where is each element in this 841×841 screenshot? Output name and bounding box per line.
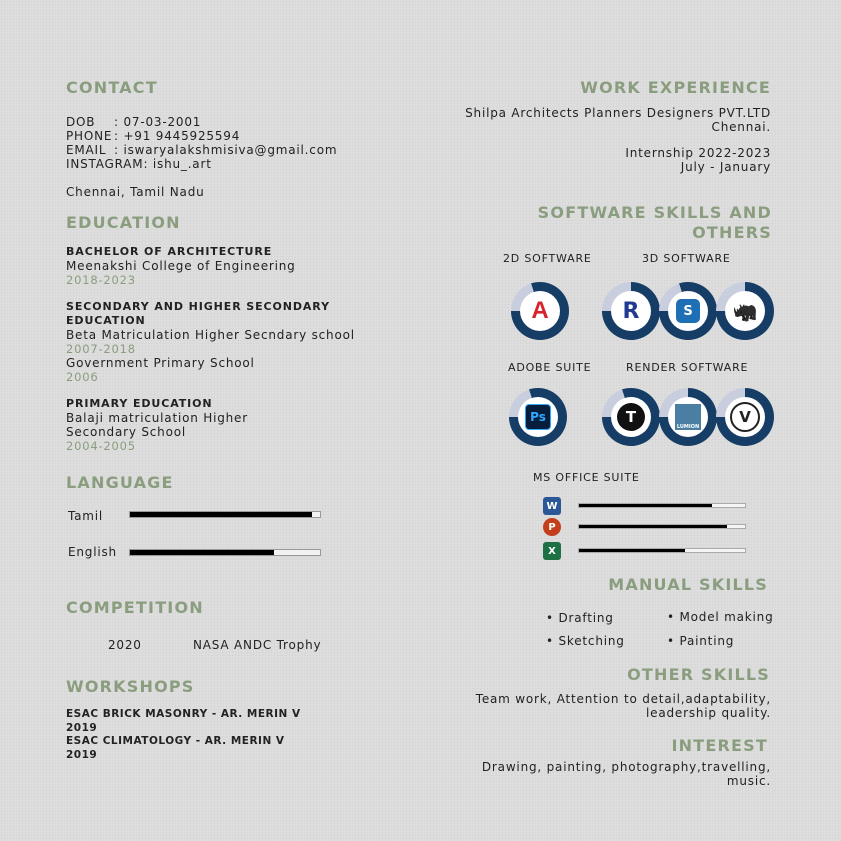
other-skills-heading: OTHER SKILLS bbox=[627, 665, 770, 684]
powerpoint-icon: P bbox=[543, 518, 561, 536]
bar-fill bbox=[579, 504, 712, 507]
workshop-title: ESAC CLIMATOLOGY - AR. MERIN V bbox=[66, 735, 285, 747]
contact-info bbox=[66, 115, 337, 199]
manual-skill: • Model making bbox=[667, 610, 774, 624]
vray-icon bbox=[725, 397, 765, 437]
software-heading bbox=[538, 203, 772, 243]
manual-heading: MANUAL SKILLS bbox=[608, 575, 768, 594]
manual-skill: • Painting bbox=[667, 634, 735, 648]
autocad-icon bbox=[520, 291, 560, 331]
dob-label: DOB bbox=[66, 115, 96, 129]
years: 2004-2005 bbox=[66, 439, 136, 453]
degree-title: SECONDARY AND HIGHER SECONDARY EDUCATION bbox=[66, 300, 330, 327]
email-value[interactable]: : iswaryalakshmisiva@gmail.com bbox=[114, 143, 338, 157]
school-name: Meenakshi College of Engineering bbox=[66, 259, 296, 273]
degree-title: BACHELOR OF ARCHITECTURE bbox=[66, 245, 273, 258]
lumion-icon bbox=[668, 397, 708, 437]
years: 2018-2023 bbox=[66, 273, 136, 287]
work-role: Internship 2022-2023 bbox=[625, 146, 771, 160]
twinmotion-icon bbox=[611, 397, 651, 437]
word-skill-bar bbox=[578, 503, 746, 508]
work-heading: WORK EXPERIENCE bbox=[580, 78, 771, 97]
revit-icon bbox=[611, 291, 651, 331]
education-entry bbox=[66, 300, 356, 384]
school-name: Balaji matriculation Higher Secondary School bbox=[66, 411, 248, 439]
education-heading: EDUCATION bbox=[66, 213, 181, 232]
other-skills-line2: leadership quality. bbox=[646, 706, 771, 720]
photoshop-glyph: Ps bbox=[525, 404, 551, 430]
twinmotion-glyph: T bbox=[617, 403, 645, 431]
interest-heading: INTEREST bbox=[671, 736, 768, 755]
autocad-glyph: A bbox=[531, 297, 549, 324]
years: 2006 bbox=[66, 370, 99, 384]
work-period: July - January bbox=[680, 160, 771, 174]
language-heading: LANGUAGE bbox=[66, 473, 174, 492]
photoshop-ring bbox=[509, 388, 567, 446]
autocad-ring bbox=[511, 282, 569, 340]
interest-text bbox=[482, 760, 771, 788]
manual-skill: • Sketching bbox=[546, 634, 625, 648]
excel-icon: X bbox=[543, 542, 561, 560]
competition-year: 2020 bbox=[108, 638, 142, 652]
interest-line1: Drawing, painting, photography,travelling, bbox=[481, 760, 771, 774]
workshop-year: 2019 bbox=[66, 748, 98, 761]
competition-heading: COMPETITION bbox=[66, 598, 204, 617]
tamil-level-bar bbox=[129, 511, 321, 518]
vray-glyph: V bbox=[730, 402, 760, 432]
education-entry bbox=[66, 245, 356, 287]
workshops-heading: WORKSHOPS bbox=[66, 677, 195, 696]
language-name: English bbox=[68, 545, 117, 559]
powerpoint-skill-bar bbox=[578, 524, 746, 529]
rhino-ring bbox=[716, 282, 774, 340]
revit-ring bbox=[602, 282, 660, 340]
category-2d: 2D SOFTWARE bbox=[503, 252, 592, 265]
rhino-icon bbox=[725, 291, 765, 331]
workshop-year: 2019 bbox=[66, 721, 98, 734]
english-level-bar bbox=[129, 549, 321, 556]
manual-skill: • Drafting bbox=[546, 611, 614, 625]
category-ms-office: MS OFFICE SUITE bbox=[533, 471, 640, 484]
lumion-glyph: LUMION bbox=[675, 404, 701, 430]
lumion-ring bbox=[659, 388, 717, 446]
school-name: Government Primary School bbox=[66, 356, 255, 370]
other-skills-line1: Team work, Attention to detail,adaptability, bbox=[475, 692, 771, 706]
sketchup-icon bbox=[668, 291, 708, 331]
phone-value: : +91 9445925594 bbox=[114, 129, 241, 143]
rhino-glyph: 🦏 bbox=[732, 299, 758, 323]
competition-name: NASA ANDC Trophy bbox=[193, 638, 322, 652]
sketchup-glyph: S bbox=[676, 299, 700, 323]
category-adobe: ADOBE SUITE bbox=[508, 361, 592, 374]
category-3d: 3D SOFTWARE bbox=[642, 252, 731, 265]
dob-value: : 07-03-2001 bbox=[114, 115, 202, 129]
bar-fill bbox=[130, 550, 274, 555]
language-name: Tamil bbox=[68, 509, 104, 523]
software-heading-line2: OTHERS bbox=[692, 223, 772, 242]
education-entry bbox=[66, 397, 356, 453]
software-heading-line1: SOFTWARE SKILLS AND bbox=[537, 203, 772, 222]
category-render: RENDER SOFTWARE bbox=[626, 361, 749, 374]
degree-title: PRIMARY EDUCATION bbox=[66, 397, 213, 410]
work-details bbox=[465, 106, 771, 174]
location: Chennai, Tamil Nadu bbox=[66, 185, 205, 199]
school-name: Beta Matriculation Higher Secndary school bbox=[66, 328, 355, 342]
contact-heading: CONTACT bbox=[66, 78, 158, 97]
other-skills-text bbox=[476, 692, 771, 720]
bar-fill bbox=[130, 512, 312, 517]
workshop-title: ESAC BRICK MASONRY - AR. MERIN V bbox=[66, 708, 301, 720]
photoshop-icon bbox=[518, 397, 558, 437]
email-label: EMAIL bbox=[66, 143, 107, 157]
instagram[interactable]: INSTAGRAM: ishu_.art bbox=[66, 157, 212, 171]
company-city: Chennai. bbox=[711, 120, 771, 134]
years: 2007-2018 bbox=[66, 342, 136, 356]
revit-glyph: R bbox=[622, 298, 640, 324]
sketchup-ring bbox=[659, 282, 717, 340]
vray-ring bbox=[716, 388, 774, 446]
education-list bbox=[66, 245, 356, 453]
bar-fill bbox=[579, 549, 685, 552]
phone-label: PHONE bbox=[66, 129, 113, 143]
interest-line2: music. bbox=[726, 774, 771, 788]
bar-fill bbox=[579, 525, 727, 528]
workshop-list bbox=[66, 708, 301, 762]
excel-skill-bar bbox=[578, 548, 746, 553]
word-icon: W bbox=[543, 497, 561, 515]
twinmotion-ring bbox=[602, 388, 660, 446]
company-name: Shilpa Architects Planners Designers PVT.LTD bbox=[465, 106, 771, 120]
